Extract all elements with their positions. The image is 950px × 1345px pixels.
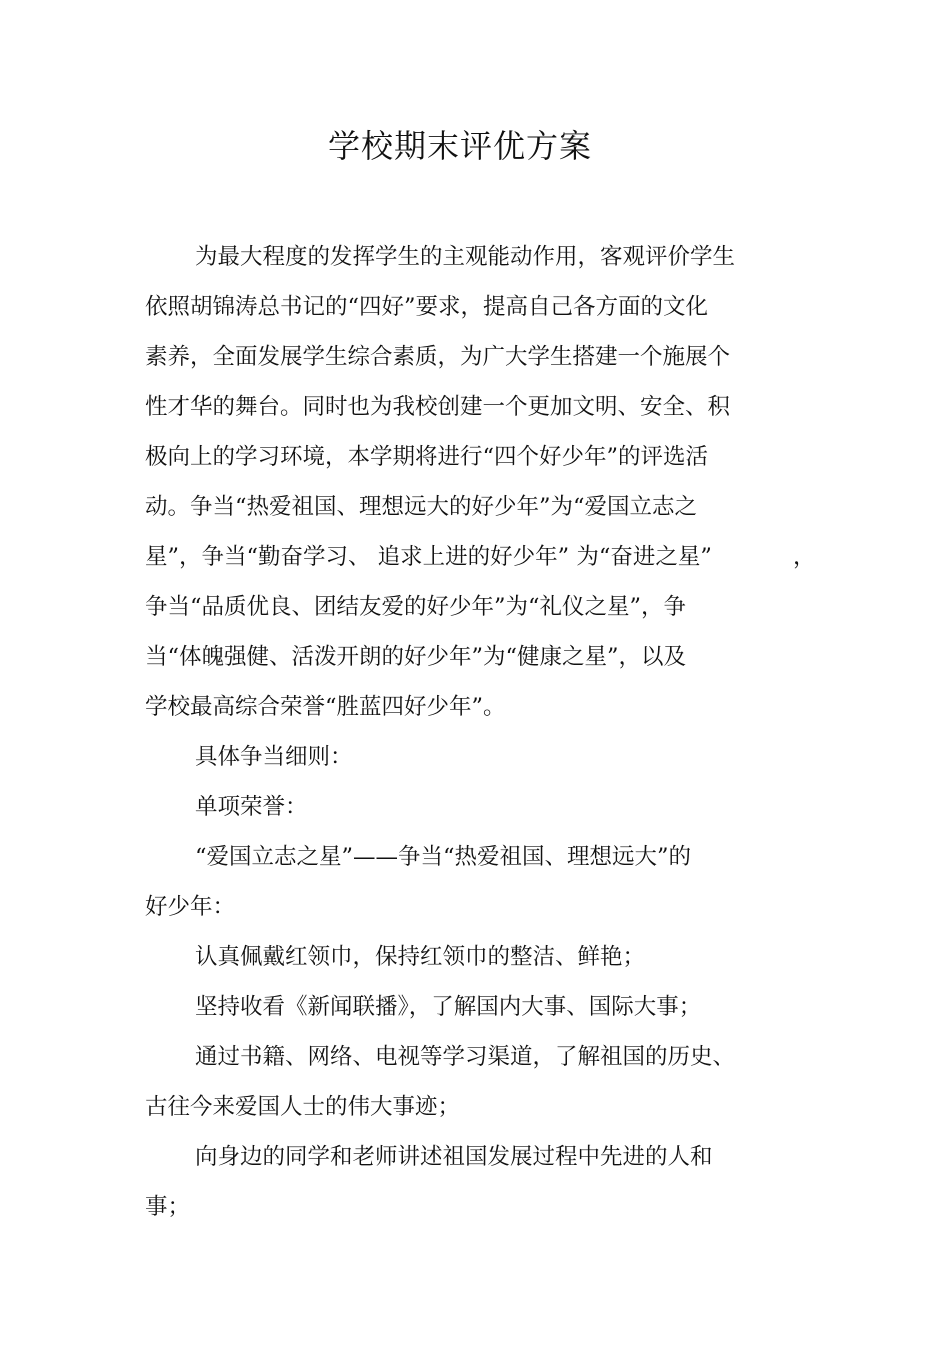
paragraph-line: 依照胡锦涛总书记的“四好”要求，提高自己各方面的文化 xyxy=(145,294,709,320)
paragraph-line: 极向上的学习环境，本学期将进行“四个好少年”的评选活 xyxy=(145,444,709,470)
paragraph-line: 好少年： xyxy=(145,894,236,920)
paragraph-line: 性才华的舞台。同时也为我校创建一个更加文明、安全、积 xyxy=(145,394,731,420)
paragraph-line: 动。争当“热爱祖国、理想远大的好少年”为“爱国立志之 xyxy=(145,494,698,520)
paragraph-line: 当“体魄强健、活泼开朗的好少年”为“健康之星”，以及 xyxy=(145,644,687,670)
paragraph-line: 认真佩戴红领巾，保持红领巾的整洁、鲜艳； xyxy=(195,944,646,970)
paragraph-line: 向身边的同学和老师讲述祖国发展过程中先进的人和 xyxy=(195,1144,713,1170)
document-title: 学校期末评优方案 xyxy=(327,127,592,165)
paragraph-line: 坚持收看《新闻联播》，了解国内大事、国际大事； xyxy=(195,994,702,1020)
paragraph-line: 学校最高综合荣誉“胜蓝四好少年”。 xyxy=(145,694,506,720)
paragraph-line: 素养，全面发展学生综合素质，为广大学生搭建一个施展个 xyxy=(145,344,731,370)
section-heading: 单项荣誉： xyxy=(195,794,308,820)
section-heading: 具体争当细则： xyxy=(195,744,353,770)
paragraph-line: 星”，争当“勤奋学习、 追求上进的好少年” 为“奋进之星” xyxy=(145,544,712,570)
trailing-comma: ， xyxy=(793,544,816,570)
paragraph-line: 古往今来爱国人士的伟大事迹； xyxy=(145,1094,461,1120)
paragraph-line: 为最大程度的发挥学生的主观能动作用，客观评价学生 xyxy=(195,244,736,270)
paragraph-line: “爱国立志之星”——争当“热爱祖国、理想远大”的 xyxy=(195,844,692,870)
paragraph-line: 通过书籍、网络、电视等学习渠道，了解祖国的历史、 xyxy=(195,1044,736,1070)
paragraph-line: 争当“品质优良、团结友爱的好少年”为“礼仪之星”，争 xyxy=(145,594,687,620)
paragraph-line: 事； xyxy=(145,1194,191,1220)
